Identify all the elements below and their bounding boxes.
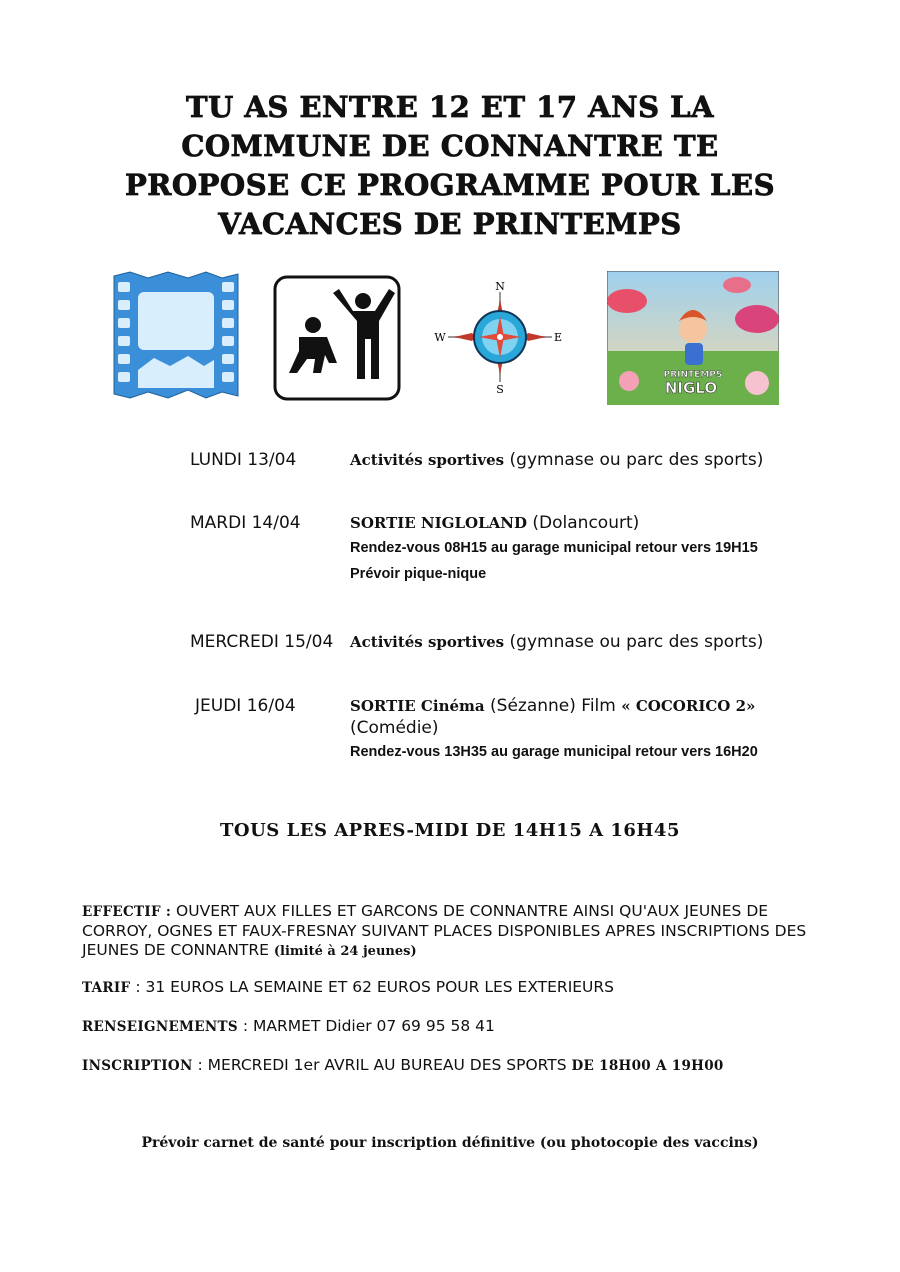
- compass-rose-icon: [428, 278, 568, 396]
- day-label: LUNDI 13/04: [190, 450, 297, 470]
- activity-detail: (gymnase ou parc des sports): [504, 450, 764, 470]
- inscription-block: [82, 1056, 822, 1076]
- renseignements-block: [82, 1017, 822, 1037]
- page-title: [60, 88, 840, 244]
- renseignements-text: : MARMET Didier 07 69 95 58 41: [237, 1017, 495, 1035]
- effectif-limit: (limité à 24 jeunes): [273, 944, 417, 959]
- title-line-3: PROPOSE CE PROGRAMME POUR LES: [124, 168, 776, 202]
- poster-line-1: PRINTEMPS: [663, 370, 723, 380]
- activity: [350, 631, 820, 653]
- exercise-figures-icon: [273, 275, 401, 401]
- activity-bold: Activités sportives: [350, 633, 505, 651]
- renseignements-label: RENSEIGNEMENTS: [82, 1019, 238, 1035]
- effectif-block: [82, 902, 822, 961]
- compass-w-label: W: [434, 331, 446, 344]
- activity-detail: (Sézanne) Film: [484, 696, 622, 716]
- day-label: JEUDI 16/04: [195, 696, 296, 716]
- poster-line-2: NIGLO: [664, 379, 718, 397]
- activity-bold: SORTIE Cinéma: [350, 697, 485, 715]
- tarif-block: [82, 978, 822, 998]
- compass-s-label: S: [496, 383, 504, 396]
- activity: [350, 695, 820, 739]
- activity: [350, 449, 820, 471]
- title-line-2: COMMUNE DE CONNANTRE TE: [181, 129, 719, 163]
- activity-sub: Prévoir pique-nique: [350, 566, 487, 582]
- movie-poster-image: [607, 271, 779, 405]
- tarif-label: TARIF: [82, 980, 131, 996]
- activity-bold: Activités sportives: [350, 451, 505, 469]
- activity-sub: Rendez-vous 08H15 au garage municipal retour vers 19H15: [350, 540, 758, 556]
- afternoon-hours: TOUS LES APRES-MIDI DE 14H15 A 16H45: [220, 820, 680, 841]
- day-label: MERCREDI 15/04: [190, 632, 334, 652]
- title-line-4: VACANCES DE PRINTEMPS: [218, 207, 682, 241]
- inscription-time: DE 18H00 A 19H00: [571, 1058, 724, 1074]
- activity-detail: (Dolancourt): [527, 513, 640, 533]
- film-title: « COCORICO 2»: [621, 697, 756, 715]
- tarif-text: : 31 EUROS LA SEMAINE ET 62 EUROS POUR LES EXTERIEURS: [130, 978, 615, 996]
- activity-detail: (gymnase ou parc des sports): [504, 632, 764, 652]
- inscription-text: : MERCREDI 1er AVRIL AU BUREAU DES SPORTS: [192, 1056, 572, 1074]
- footer-note: Prévoir carnet de santé pour inscription définitive (ou photocopie des vaccins): [141, 1135, 759, 1151]
- effectif-label: EFFECTIF :: [82, 904, 172, 920]
- activity-detail: (Comédie): [350, 718, 439, 738]
- compass-n-label: N: [495, 280, 505, 293]
- effectif-text: OUVERT AUX FILLES ET GARCONS DE CONNANTRE AINSI QU'AUX JEUNES DE CORROY, OGNES ET FAUX-FRESNAY SUIVANT PLACES DISPONIBLES APRES INSCRIPTIONS DES JEUNES DE CONNANTRE: [82, 902, 807, 959]
- compass-e-label: E: [553, 331, 563, 344]
- film-strip-icon: [110, 270, 242, 402]
- activity-sub: Rendez-vous 13H35 au garage municipal retour vers 16H20: [350, 744, 758, 760]
- activity-bold: SORTIE NIGLOLAND: [350, 514, 527, 532]
- day-label: MARDI 14/04: [190, 513, 301, 533]
- activity: [350, 512, 820, 534]
- title-line-1: TU AS ENTRE 12 ET 17 ANS LA: [185, 90, 715, 124]
- inscription-label: INSCRIPTION: [82, 1058, 193, 1074]
